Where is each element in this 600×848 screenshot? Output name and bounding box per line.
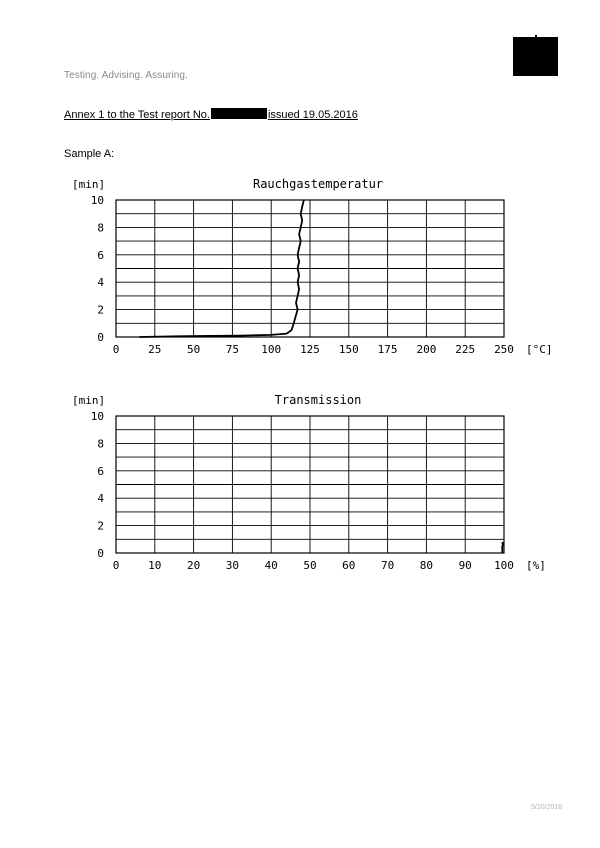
chart-rauchgastemperatur xyxy=(60,172,570,362)
chart1-xtick-label: 225 xyxy=(455,343,476,356)
chart1-xunit: [°C] xyxy=(526,343,553,356)
chart1-xtick-label: 0 xyxy=(112,343,120,356)
chart2-xtick-label: 10 xyxy=(148,559,162,572)
chart1-title: Rauchgastemperatur xyxy=(252,177,384,191)
chart1-xtick-label: 150 xyxy=(338,343,359,356)
chart2-xtick-label: 60 xyxy=(342,559,356,572)
chart1-xtick-label: 175 xyxy=(377,343,398,356)
redacted-report-number xyxy=(211,108,267,119)
chart2-xtick-label: 20 xyxy=(186,559,201,572)
chart2-ytick-label: 2 xyxy=(97,519,104,533)
annex-heading-prefix: Annex 1 to the Test report No. xyxy=(64,109,210,121)
chart2-xtick-label: 90 xyxy=(458,559,472,572)
chart1-ytick-label: 10 xyxy=(90,194,104,207)
chart2-xtick-label: 0 xyxy=(112,559,120,572)
chart2-xtick-label: 70 xyxy=(380,559,395,572)
chart1-xtick-label: 125 xyxy=(300,343,320,356)
annex-heading-suffix: issued 19.05.2016 xyxy=(267,109,358,121)
chart2-xtick-label: 30 xyxy=(225,559,240,572)
chart1-ytick-label: 2 xyxy=(97,303,104,317)
chart2-ytick-label: 6 xyxy=(97,464,104,478)
chart2-series-line xyxy=(502,542,503,553)
company-logo xyxy=(513,37,558,76)
chart1-xtick-label: 25 xyxy=(148,343,162,356)
chart2-xtick-label: 100 xyxy=(494,559,514,572)
chart1-xtick-label: 200 xyxy=(416,343,437,356)
annex-heading xyxy=(64,108,358,121)
chart-transmission xyxy=(60,388,570,578)
chart1-ylabel: [min] xyxy=(72,178,106,191)
chart1-xtick-label: 50 xyxy=(186,343,201,356)
chart2-ytick-label: 0 xyxy=(97,547,104,560)
chart2-xtick-label: 50 xyxy=(303,559,317,572)
chart1-xtick-label: 250 xyxy=(494,343,514,356)
chart2-xtick-label: 80 xyxy=(419,559,434,572)
chart2-xunit: [%] xyxy=(526,559,546,572)
chart1-ytick-label: 6 xyxy=(97,248,104,262)
footer-date: 5/20/2016 xyxy=(531,804,563,811)
chart2-ytick-label: 4 xyxy=(97,492,104,506)
chart2-ylabel: [min] xyxy=(72,394,106,407)
chart1-ytick-label: 4 xyxy=(97,276,104,290)
sample-label: Sample A: xyxy=(64,148,115,160)
chart2-ytick-label: 10 xyxy=(90,410,104,423)
chart2-ytick-label: 8 xyxy=(97,437,104,451)
chart2-title: Transmission xyxy=(274,393,362,407)
chart1-ytick-label: 8 xyxy=(97,221,104,235)
chart1-xtick-label: 100 xyxy=(261,343,282,356)
company-tagline: Testing. Advising. Assuring. xyxy=(64,70,188,81)
chart1-ytick-label: 0 xyxy=(97,331,104,344)
chart2-xtick-label: 40 xyxy=(264,559,278,572)
chart1-xtick-label: 75 xyxy=(225,343,240,356)
